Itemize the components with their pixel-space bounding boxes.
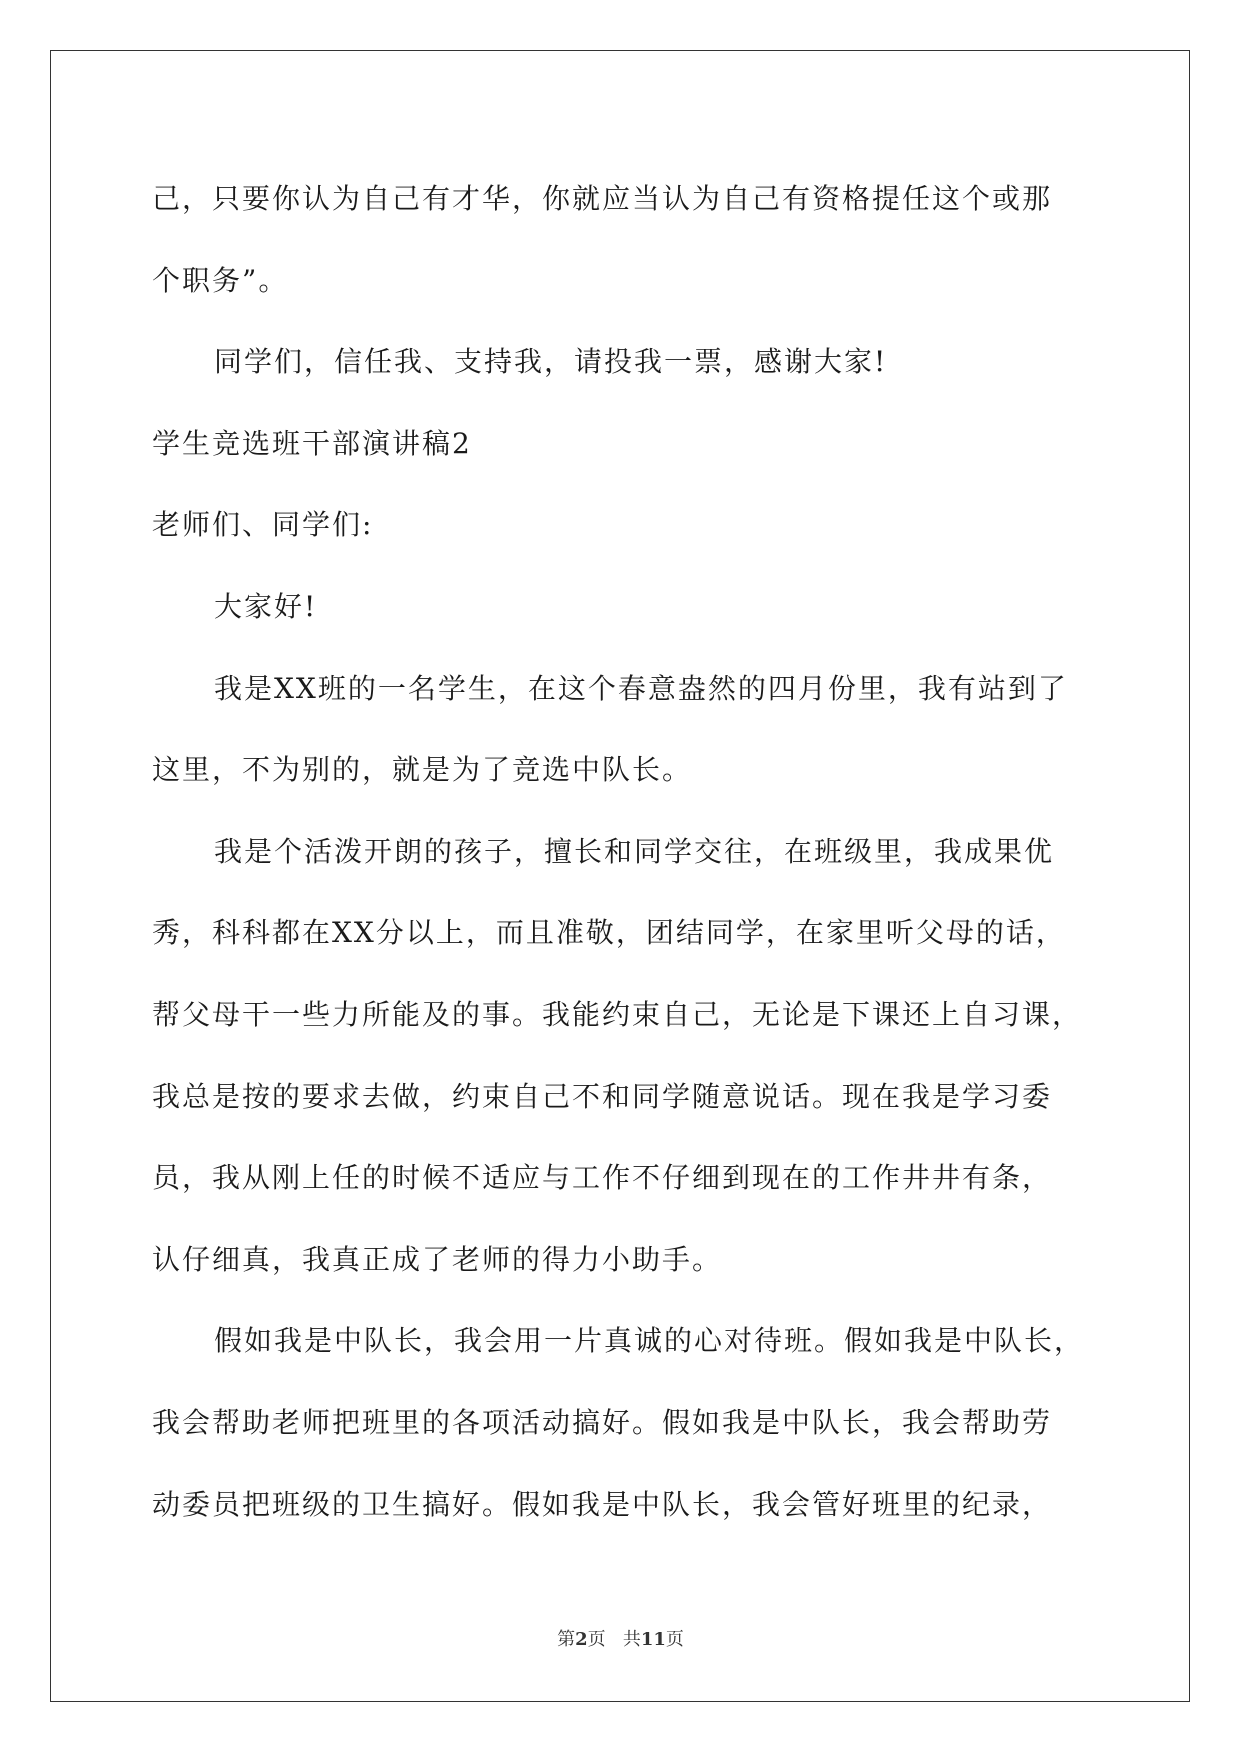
text-line: 假如我是中队长，我会用一片真诚的心对待班。假如我是中队长，: [214, 1324, 1085, 1358]
text-line: 认仔细真，我真正成了老师的得力小助手。: [152, 1242, 723, 1276]
text-line: 己，只要你认为自己有才华，你就应当认为自己有资格提任这个或那: [152, 182, 1053, 215]
text-line: 同学们，信任我、支持我，请投我一票，感谢大家!: [214, 345, 888, 379]
text-line: 我会帮助老师把班里的各项活动搞好。假如我是中队长，我会帮助劳: [152, 1405, 1053, 1439]
text-line: 帮父母干一些力所能及的事。我能约束自己，无论是下课还上自习课，: [152, 997, 1083, 1031]
greeting: 大家好!: [214, 589, 318, 623]
page-number: 2: [575, 1629, 588, 1650]
text-line: 秀，科科都在XX分以上，而且准敬，团结同学，在家里听父母的话，: [152, 916, 1066, 950]
text-line: 这里，不为别的，就是为了竞选中队长。: [152, 753, 693, 787]
text-line: 动委员把班级的卫生搞好。假如我是中队长，我会管好班里的纪录，: [152, 1487, 1053, 1521]
text-line: 我是XX班的一名学生，在这个春意盎然的四月份里，我有站到了: [214, 671, 1068, 705]
section-heading: 学生竞选班干部演讲稿2: [152, 426, 472, 460]
page-prefix: 第: [557, 1629, 576, 1650]
text-line: 员，我从刚上任的时候不适应与工作不仔细到现在的工作井井有条，: [152, 1161, 1053, 1195]
text-line: 我总是按的要求去做，约束自己不和同学随意说话。现在我是学习委: [152, 1079, 1053, 1113]
text-line: 我是个活泼开朗的孩子，擅长和同学交往，在班级里，我成果优: [214, 834, 1055, 868]
total-prefix: 共: [622, 1629, 641, 1650]
text-line: 个职务”。: [152, 263, 289, 297]
document-body: [152, 158, 1102, 1545]
page-footer: [0, 1628, 1241, 1652]
total-pages: 11: [640, 1629, 666, 1650]
total-suffix: 页: [665, 1629, 684, 1650]
salutation: 老师们、同学们:: [152, 508, 374, 542]
page-suffix: 页: [587, 1629, 606, 1650]
